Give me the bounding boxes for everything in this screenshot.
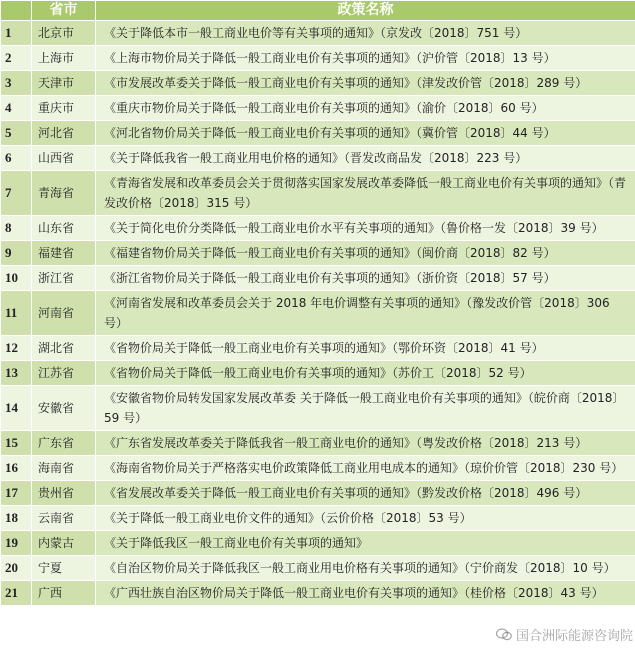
cell-province: 山东省 [32, 216, 96, 241]
cell-policy: 《河北省物价局关于降低一般工商业电价有关事项的通知》（冀价管〔2018〕44 号） [96, 121, 635, 146]
table-row [1, 506, 635, 531]
cell-policy: 《关于降低我区一般工商业电价有关事项的通知》 [96, 531, 635, 556]
cell-policy: 《关于降低我省一般工商业用电价格的通知》（晋发改商品发〔2018〕223 号） [96, 146, 635, 171]
header-policy: 政策名称 [96, 1, 635, 21]
cell-policy: 《市发展改革委关于降低一般工商业电价有关事项的通知》（津发改价管〔2018〕289 号） [96, 71, 635, 96]
cell-num: 18 [1, 506, 32, 531]
cell-policy: 《省物价局关于降低一般工商业电价有关事项的通知》（苏价工〔2018〕52 号） [96, 361, 635, 386]
table-row [1, 71, 635, 96]
cell-num: 2 [1, 46, 32, 71]
cell-province: 河北省 [32, 121, 96, 146]
cell-num: 1 [1, 21, 32, 46]
cell-province: 江苏省 [32, 361, 96, 386]
table-row [1, 46, 635, 71]
cell-num: 3 [1, 71, 32, 96]
cell-policy: 《广东省发展改革委关于降低我省一般工商业电价的通知》（粤发改价格〔2018〕213 号） [96, 431, 635, 456]
table-row [1, 216, 635, 241]
table-row [1, 336, 635, 361]
table-row [1, 556, 635, 581]
table-row [1, 456, 635, 481]
cell-num: 10 [1, 266, 32, 291]
cell-policy: 《福建省物价局关于降低一般工商业电价有关事项的通知》（闽价商〔2018〕82 号） [96, 241, 635, 266]
wechat-icon [496, 628, 512, 641]
cell-province: 广西 [32, 581, 96, 606]
cell-province: 河南省 [32, 291, 96, 336]
watermark [496, 625, 633, 644]
table-row [1, 531, 635, 556]
table-row [1, 21, 635, 46]
table-row [1, 431, 635, 456]
cell-num: 11 [1, 291, 32, 336]
cell-policy: 《广西壮族自治区物价局关于降低一般工商业电价有关事项的通知》（桂价格〔2018〕43 号） [96, 581, 635, 606]
cell-policy: 《海南省物价局关于严格落实电价政策降低工商业用电成本的通知》（琼价价管〔2018〕230 号） [96, 456, 635, 481]
cell-province: 安徽省 [32, 386, 96, 431]
cell-province: 重庆市 [32, 96, 96, 121]
cell-policy: 《省发展改革委关于降低一般工商业电价有关事项的通知》（黔发改价格〔2018〕496 号） [96, 481, 635, 506]
cell-num: 4 [1, 96, 32, 121]
cell-num: 7 [1, 171, 32, 216]
table-row [1, 96, 635, 121]
cell-policy: 《河南省发展和改革委员会关于 2018 年电价调整有关事项的通知》（豫发改价管〔2018〕306 号） [96, 291, 635, 336]
cell-num: 14 [1, 386, 32, 431]
table-row [1, 291, 635, 336]
cell-num: 13 [1, 361, 32, 386]
cell-province: 广东省 [32, 431, 96, 456]
table-row [1, 241, 635, 266]
cell-num: 19 [1, 531, 32, 556]
cell-num: 17 [1, 481, 32, 506]
cell-province: 云南省 [32, 506, 96, 531]
cell-province: 福建省 [32, 241, 96, 266]
cell-policy: 《关于简化电价分类降低一般工商业电价水平有关事项的通知》（鲁价格一发〔2018〕39 号） [96, 216, 635, 241]
cell-province: 浙江省 [32, 266, 96, 291]
cell-policy: 《浙江省物价局关于降低一般工商业电价有关事项的通知》（浙价资〔2018〕57 号） [96, 266, 635, 291]
cell-policy: 《关于降低本市一般工商业电价等有关事项的通知》（京发改〔2018〕751 号） [96, 21, 635, 46]
cell-policy: 《安徽省物价局转发国家发展改革委 关于降低一般工商业电价有关事项的通知》（皖价商〔2018〕59 号） [96, 386, 635, 431]
cell-province: 贵州省 [32, 481, 96, 506]
header-num [1, 1, 32, 21]
table-row [1, 266, 635, 291]
cell-province: 宁夏 [32, 556, 96, 581]
header-province: 省市 [32, 1, 96, 21]
cell-province: 青海省 [32, 171, 96, 216]
table-row [1, 581, 635, 606]
table-body [1, 21, 635, 606]
cell-province: 海南省 [32, 456, 96, 481]
cell-num: 12 [1, 336, 32, 361]
cell-policy: 《青海省发展和改革委员会关于贯彻落实国家发展改革委降低一般工商业电价有关事项的通知》（青发改价格〔2018〕315 号） [96, 171, 635, 216]
cell-num: 16 [1, 456, 32, 481]
cell-province: 天津市 [32, 71, 96, 96]
cell-province: 内蒙古 [32, 531, 96, 556]
cell-province: 上海市 [32, 46, 96, 71]
cell-num: 9 [1, 241, 32, 266]
cell-num: 20 [1, 556, 32, 581]
cell-num: 5 [1, 121, 32, 146]
table-row [1, 361, 635, 386]
table-row [1, 121, 635, 146]
cell-num: 6 [1, 146, 32, 171]
table-row [1, 481, 635, 506]
cell-policy: 《上海市物价局关于降低一般工商业电价有关事项的通知》（沪价管〔2018〕13 号） [96, 46, 635, 71]
table-header-row [1, 1, 635, 21]
cell-num: 21 [1, 581, 32, 606]
cell-province: 北京市 [32, 21, 96, 46]
cell-province: 湖北省 [32, 336, 96, 361]
cell-province: 山西省 [32, 146, 96, 171]
cell-num: 8 [1, 216, 32, 241]
table-row [1, 386, 635, 431]
watermark-text: 国合洲际能源咨询院 [515, 629, 633, 644]
cell-num: 15 [1, 431, 32, 456]
table-row [1, 171, 635, 216]
table-row [1, 146, 635, 171]
cell-policy: 《自治区物价局关于降低我区一般工商业用电价格有关事项的通知》（宁价商发〔2018〕10 号） [96, 556, 635, 581]
cell-policy: 《重庆市物价局关于降低一般工商业电价有关事项的通知》（渝价〔2018〕60 号） [96, 96, 635, 121]
cell-policy: 《关于降低一般工商业电价文件的通知》（云价价格〔2018〕53 号） [96, 506, 635, 531]
cell-policy: 《省物价局关于降低一般工商业电价有关事项的通知》（鄂价环资〔2018〕41 号） [96, 336, 635, 361]
